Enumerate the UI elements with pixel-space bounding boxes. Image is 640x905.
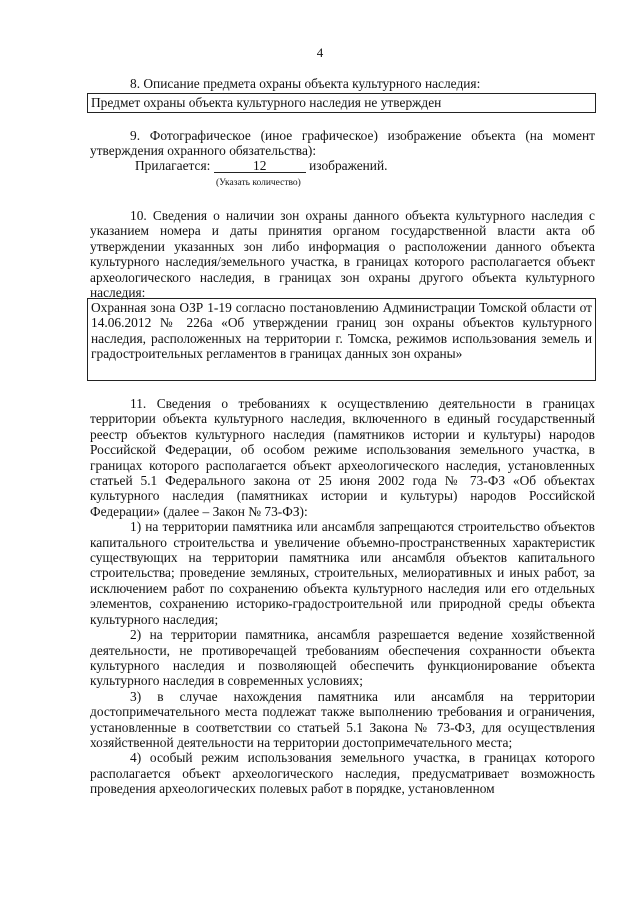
protection-zone-box: Охранная зона ОЗР 1-19 согласно постановлению Администрации Томской области от 14.06.2012 № 226а «Об утверждении границ зон охраны объектов культурного наследия, расположенных на территории г. Томска, режимов использования земель и градостроительных регламентов в границах данных зон охраны»: [87, 298, 596, 381]
section-8-heading: 8. Описание предмета охраны объекта культурного наследия:: [130, 76, 481, 91]
section-11-heading: 11. Сведения о требованиях к осуществлению деятельности в границах территории объекта культурного наследия, включенного в единый государственный реестр объектов культурного наследия (памятников истории и культуры) народов Российской Федерации, об особом режиме использования земельного участка, в границах которого располагается объект археологического наследия, установленных статьей 5.1 Федерального закона от 25 июня 2002 года № 73-ФЗ «Об объектах культурного наследия (памятниках истории и культуры) народов Российской Федерации» (далее – Закон № 73-ФЗ):: [90, 396, 595, 519]
protection-subject-box: Предмет охраны объекта культурного наследия не утвержден: [87, 93, 596, 113]
images-suffix: изображений.: [309, 158, 388, 173]
section-11: [90, 396, 595, 797]
requirement-item-2: 2) на территории памятника, ансамбля разрешается ведение хозяйственной деятельности, не противоречащей требованиям обеспечения сохранности объекта культурного наследия и позволяющей обеспечить функционирование объекта культурного наследия в современных условиях;: [90, 627, 595, 689]
image-count: 12: [214, 159, 306, 173]
requirement-item-3: 3) в случае нахождения памятника или ансамбля на территории достопримечательного места подлежат также выполнению требования и ограничения, установленные в соответствии со статьей 5.1 Закона № 73-ФЗ, для осуществления хозяйственной деятельности на территории достопримечательного места;: [90, 688, 595, 750]
section-10-heading: 10. Сведения о наличии зон охраны данного объекта культурного наследия с указанием номера и даты принятия органом государственной власти акта об утверждении указанных зон либо информация о расположении данного объекта культурного наследия/земельного участка, в границах которого располагается объект археологического наследия, в границах зон охраны другого объекта культурного наследия:: [90, 208, 595, 301]
count-hint: (Указать количество): [216, 178, 301, 188]
requirement-item-4: 4) особый режим использования земельного участка, в границах которого располагается объект археологического наследия, предусматривает возможность проведения археологических полевых работ в порядке, установленном: [90, 750, 595, 797]
page-number: 4: [316, 45, 324, 60]
attached-label: Прилагается:: [135, 158, 211, 173]
requirement-item-1: 1) на территории памятника или ансамбля запрещаются строительство объектов капитального строительства и увеличение объемно-пространственных характеристик существующих на территории памятника или ансамбля объектов капитального строительства; проведение земляных, строительных, мелиоративных и иных работ, за исключением работ по сохранению объекта культурного наследия или его отдельных элементов, сохранению историко-градостроительной или природной среды объекта культурного наследия;: [90, 519, 595, 627]
attached-images-line: [135, 158, 387, 174]
section-9-heading: 9. Фотографическое (иное графическое) изображение объекта (на момент утверждения охранного обязательства):: [90, 128, 595, 159]
